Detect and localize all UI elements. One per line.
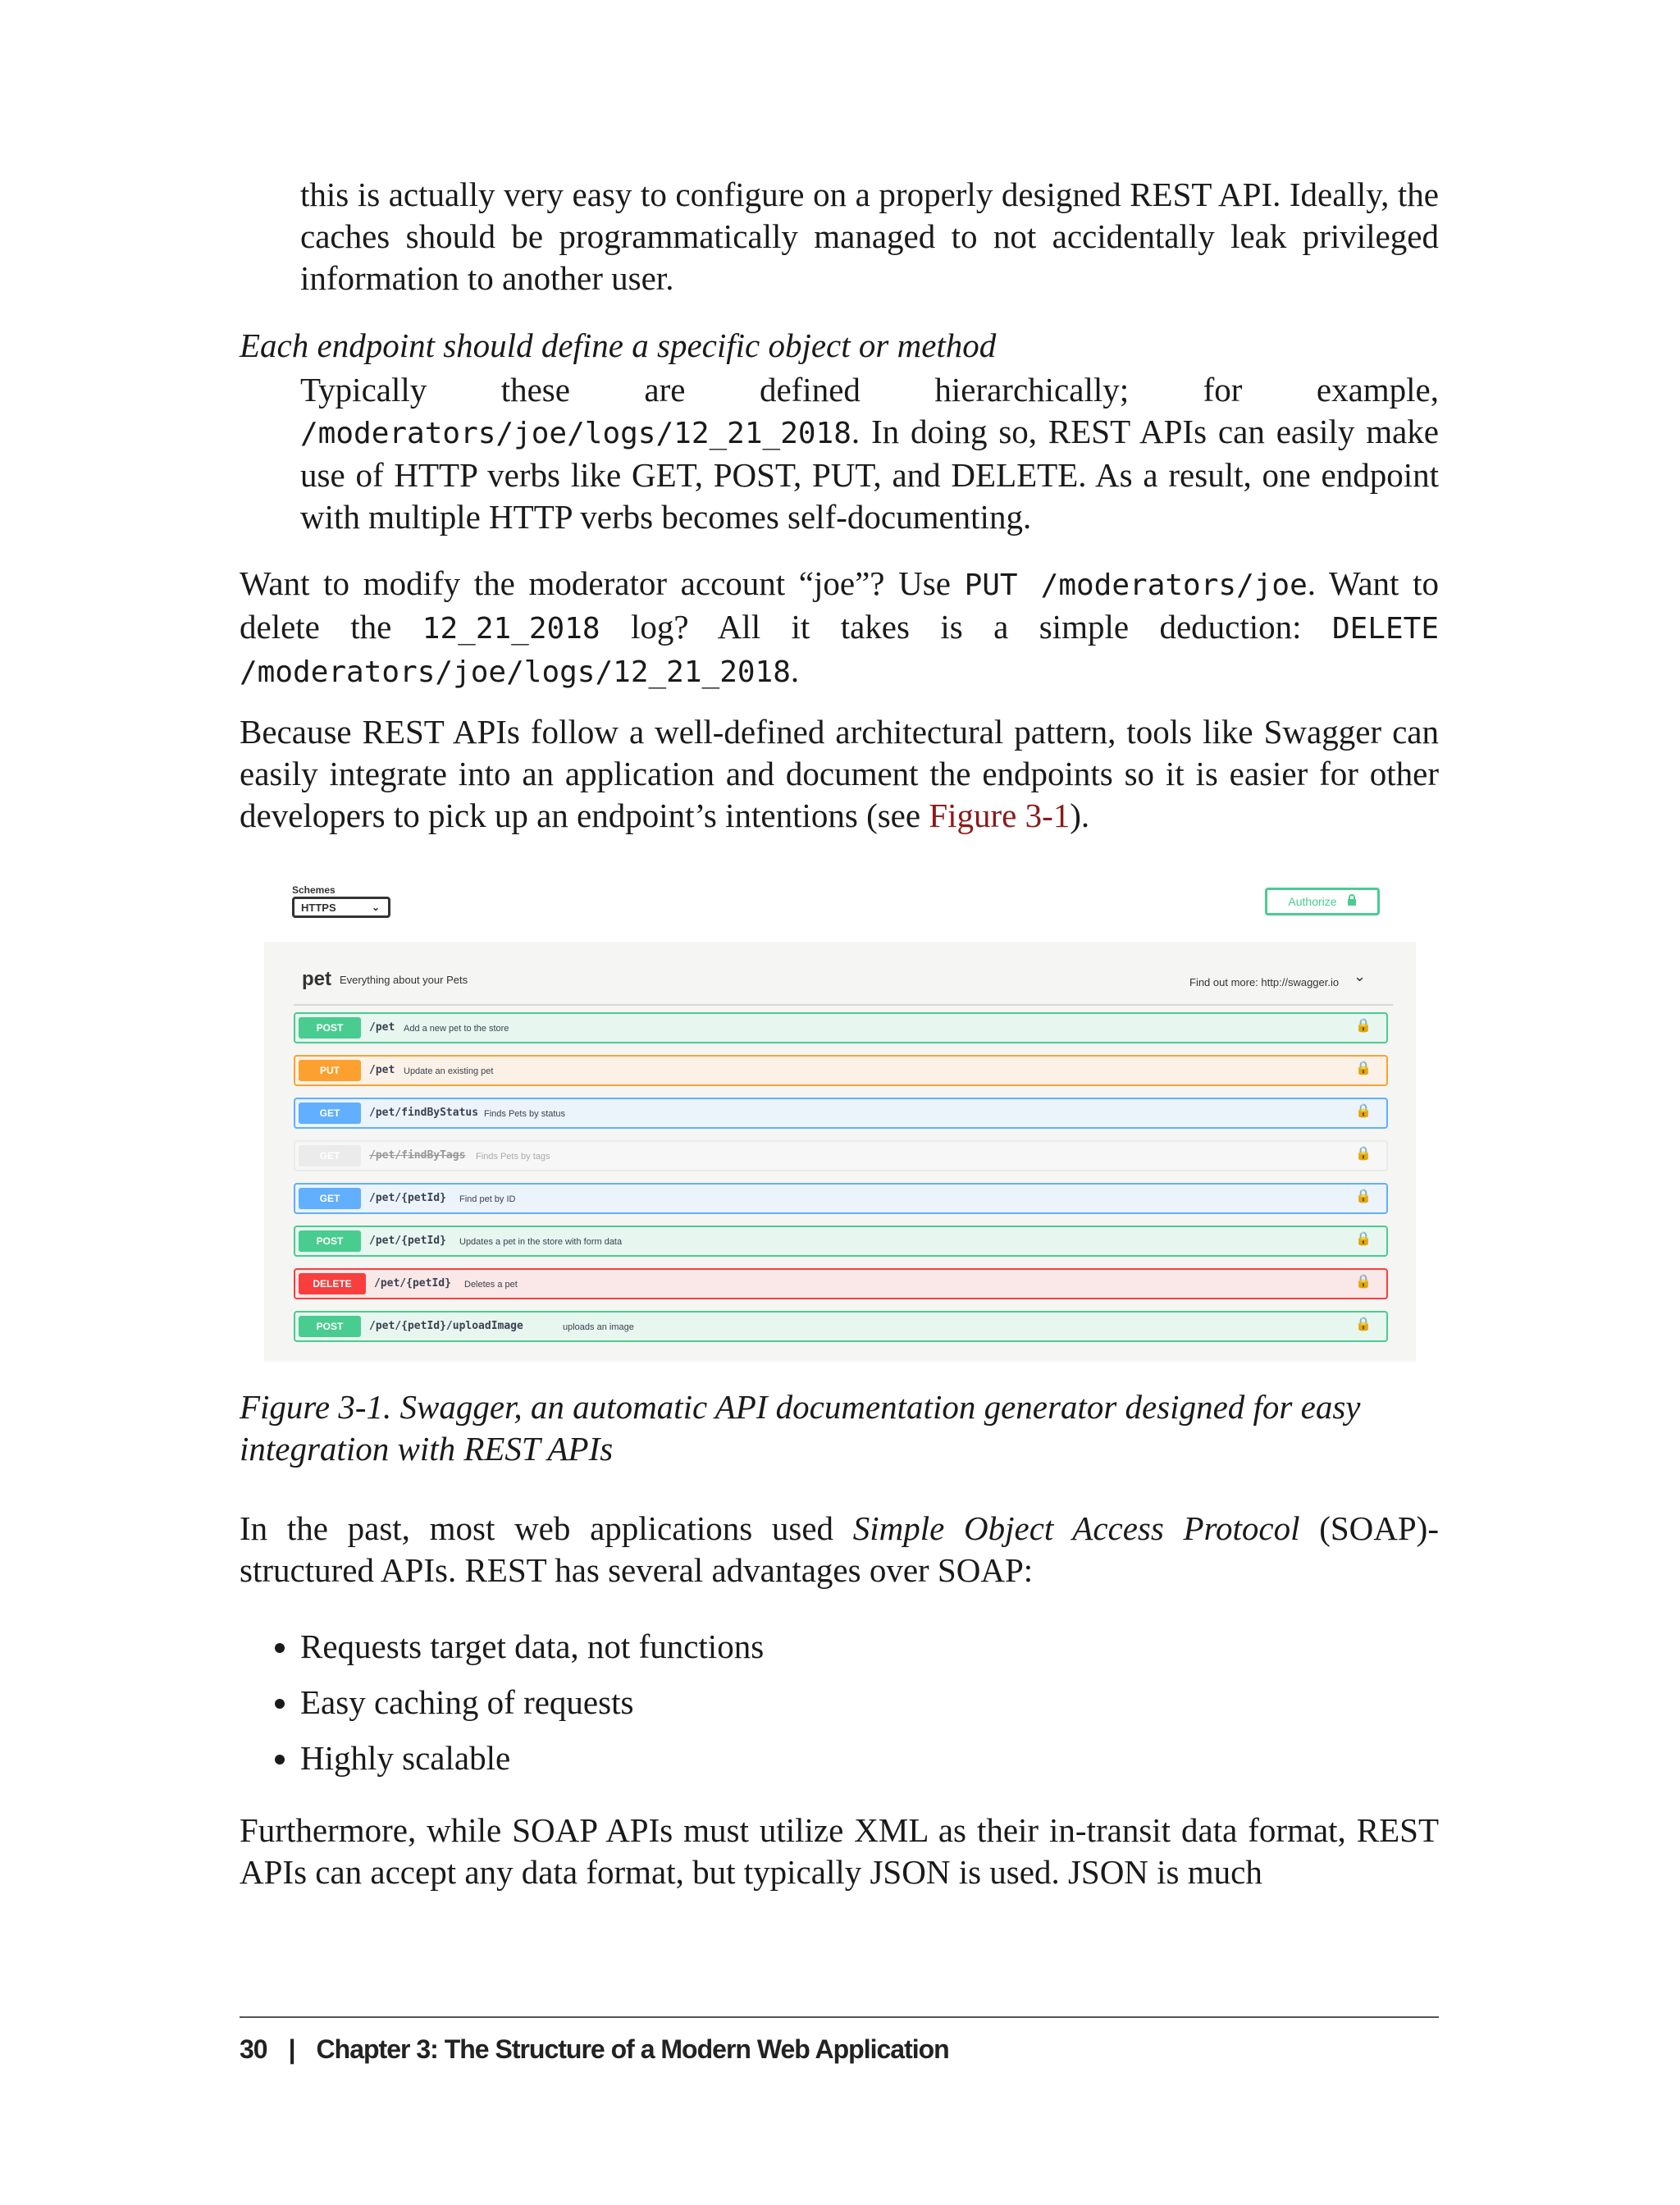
definition-body [300,369,1439,538]
figure-caption: Figure 3-1. Swagger, an automatic API documentation generator designed for easy integration with REST APIs [240,1388,1361,1468]
lock-icon[interactable]: 🔒 [1355,1061,1372,1075]
tag-name[interactable]: pet [302,968,331,990]
code-endpoint-path: /moderators/joe/logs/12_21_2018 [300,417,851,450]
operation-path: /pet [369,1064,395,1076]
page-footer [240,2034,949,2065]
operation-row[interactable] [294,1183,1388,1214]
paragraph-modify-moderator [240,563,1439,693]
operation-path: /pet/findByTags [369,1149,466,1162]
advantages-list [240,1626,764,1793]
method-badge: GET [299,1188,361,1209]
code-log-name: 12_21_2018 [422,612,600,646]
operations-panel [264,942,1416,1362]
authorize-label: Authorize [1288,895,1337,908]
operation-path: /pet [369,1021,395,1034]
definition-text: Typically these are defined hierarchically; for example, [300,371,1439,409]
operation-path: /pet/findByStatus [369,1107,479,1119]
code-put-request: PUT /moderators/joe [964,568,1308,602]
text: . [790,651,800,689]
tag-description: Everything about your Pets [340,974,468,986]
operation-summary: Find pet by ID [459,1194,516,1204]
definition-term: Each endpoint should define a specific object or method [240,326,997,364]
find-out-more-link[interactable]: Find out more: http://swagger.io [1189,976,1340,988]
page-number: 30 [240,2034,267,2064]
lock-icon[interactable]: 🔒 [1355,1275,1372,1289]
method-badge: PUT [299,1060,361,1081]
list-item: • Easy caching of requests [300,1682,764,1723]
operation-path: /pet/{petId}/uploadImage [369,1320,523,1332]
operation-row[interactable] [294,1268,1388,1299]
list-item: • Requests target data, not functions [300,1626,764,1668]
operation-row-deprecated[interactable] [294,1140,1388,1171]
scheme-value: HTTPS [301,902,336,914]
lock-icon[interactable]: 🔒 [1355,1104,1372,1118]
lock-icon[interactable]: 🔒 [1355,1147,1372,1161]
operation-path: /pet/{petId} [374,1277,451,1290]
operation-row[interactable] [294,1055,1388,1086]
chevron-down-icon: ⌄ [371,902,380,913]
operation-path: /pet/{petId} [369,1192,446,1204]
text: log? All it takes is a simple deduction: [600,608,1332,646]
figure-reference-link[interactable]: Figure 3-1 [929,797,1071,834]
method-badge: GET [299,1102,361,1124]
chevron-down-icon[interactable]: ⌄ [1354,968,1367,985]
lock-icon[interactable]: 🔒 [1355,1232,1372,1246]
list-item: • Highly scalable [300,1737,764,1779]
text: ). [1070,797,1090,834]
method-badge: POST [299,1017,361,1039]
text: In the past, most web applications used [240,1509,853,1547]
text: . Want to delete the [240,564,1439,646]
chapter-title: Chapter 3: The Structure of a Modern Web Application [316,2034,949,2064]
definition-text-continued: . In doing so, REST APIs can easily make use of HTTP verbs like GET, POST, PUT, and DELETE. As a result, one endpoint with multiple HTTP verbs becomes self-documenting. [300,413,1439,536]
paragraph-cache-continuation: this is actually very easy to configure on a properly designed REST API. Ideally, the caches should be programmatically managed to not accidentally leak privileged information to another user. [300,176,1439,297]
operation-summary: uploads an image [563,1322,634,1332]
operation-summary: Finds Pets by status [484,1109,566,1119]
divider [294,1004,1393,1006]
paragraph-swagger [240,711,1439,837]
emphasis-term: Simple Object Access Protocol [852,1509,1300,1547]
text: Because REST APIs follow a well-defined architectural pattern, tools like Swagger can easily integrate into an application and document the endpoints so it is easier for other developers to pick up an endpoint’s intentions (see [240,713,1439,834]
operation-row[interactable] [294,1226,1388,1257]
lock-icon[interactable]: 🔒 [1355,1019,1372,1033]
method-badge: DELETE [299,1273,366,1294]
lock-icon[interactable]: 🔒 [1355,1189,1372,1203]
operation-summary: Update an existing pet [404,1066,494,1076]
operation-summary: Deletes a pet [464,1280,518,1290]
authorize-button[interactable] [1265,888,1380,915]
method-badge: POST [299,1230,361,1252]
footer-separator: | [288,2034,295,2064]
operation-summary: Finds Pets by tags [476,1152,550,1162]
operation-row[interactable] [294,1098,1388,1129]
swagger-figure [262,870,1416,1362]
operation-row[interactable] [294,1311,1388,1342]
paragraph-soap [240,1508,1439,1591]
text: Want to modify the moderator account “joe”? Use [240,564,965,602]
operation-summary: Updates a pet in the store with form data [459,1237,623,1247]
lock-icon [1347,890,1357,913]
paragraph-json: Furthermore, while SOAP APIs must utilize XML as their in-transit data format, REST APIs can accept any data format, but typically JSON is used. JSON is much [240,1811,1439,1891]
lock-icon[interactable]: 🔒 [1355,1317,1372,1331]
schemes-select[interactable] [292,897,390,918]
operation-path: /pet/{petId} [369,1235,446,1247]
text: (SOAP)-structured APIs. REST has several advantages over SOAP: [240,1509,1439,1589]
code-delete-request: DELETE /moderators/joe/logs/12_21_2018 [240,612,1439,689]
operation-summary: Add a new pet to the store [404,1024,509,1034]
schemes-label: Schemes [292,884,336,896]
method-badge: POST [299,1316,361,1337]
method-badge: GET [299,1145,361,1166]
footer-divider [240,2016,1439,2018]
operation-row[interactable] [294,1012,1388,1043]
